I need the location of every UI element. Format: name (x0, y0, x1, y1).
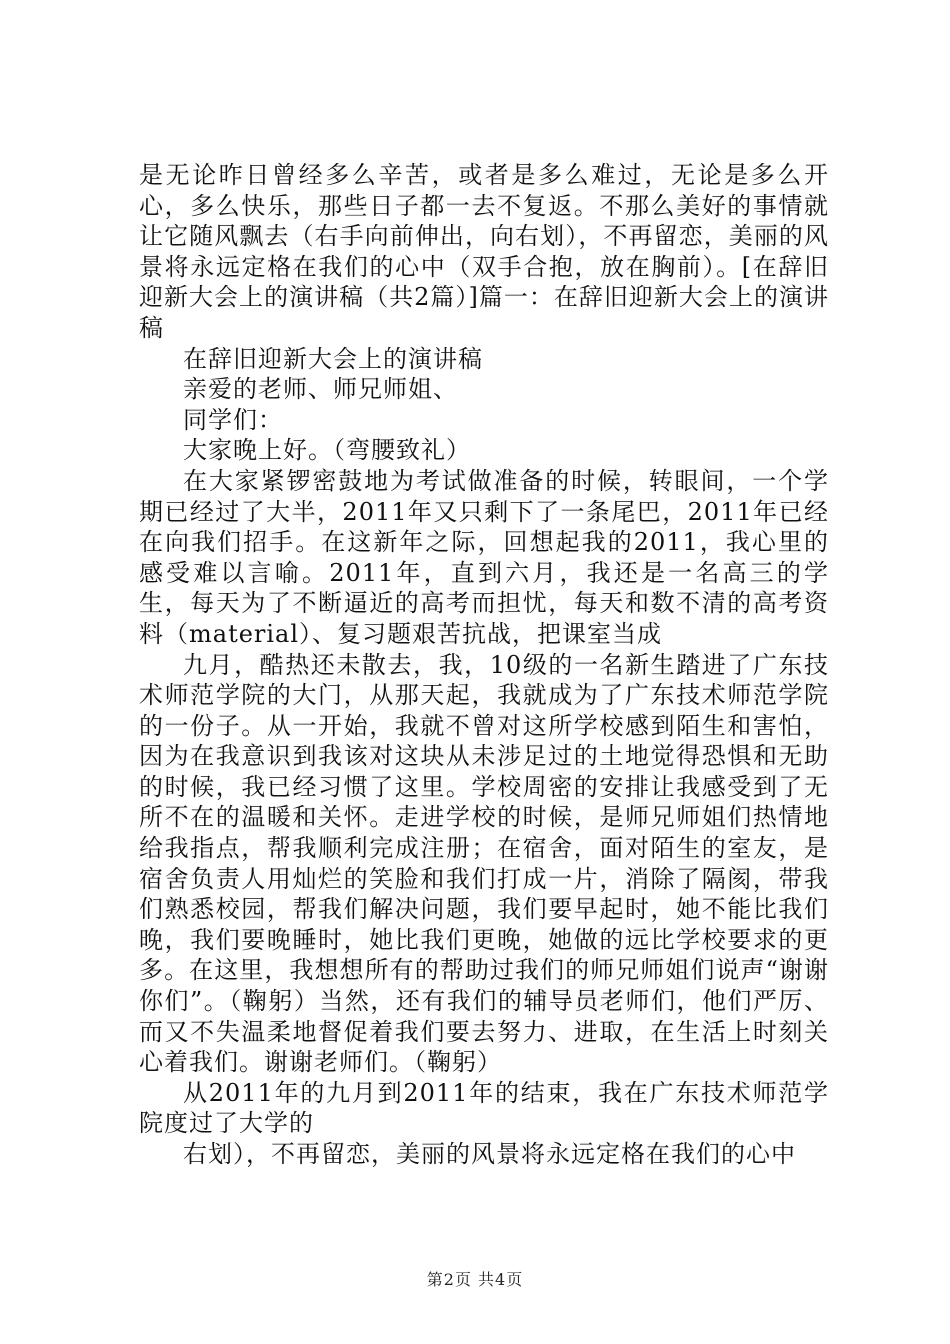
salutation: 亲爱的老师、师兄师姐、 (183, 375, 458, 404)
speech-title: 在辞旧迎新大会上的演讲稿 (183, 344, 483, 373)
paragraph-exam: 在大家紧锣密鼓地为考试做准备的时候，转眼间，一个学期已经过了大半，2011年又只剩下了一条尾巴，2011年已经在向我们招手。在这新年之际，回想起我的2011，我心里的感受难以言喻。2011年，直到六月，我还是一名高三的学生，每天为了不断逼近的高考而担忧，每天和数不清的高考资料（material）、复习题艰苦抗战，把课室当成 (139, 466, 829, 648)
paragraph-fragment: 右划），不再留恋，美丽的风景将永远定格在我们的心中 (183, 1140, 796, 1168)
paragraph-university: 从2011年的九月到2011年的结束，我在广东技术师范学院度过了大学的 (139, 1078, 829, 1138)
salutation-continued: 同学们： (183, 405, 283, 434)
page-number: 第2页 共4页 (426, 1270, 524, 1289)
paragraph-intro: 是无论昨日曾经多么辛苦，或者是多么难过，无论是多么开心，多么快乐，那些日子都一去不复返。不那么美好的事情就让它随风飘去（右手向前伸出，向右划），不再留恋，美丽的风景将永远定格在我们的心中（双手合抱，放在胸前）。[在辞旧迎新大会上的演讲稿（共2篇）]篇一：在辞旧迎新大会上的演讲稿 (139, 161, 829, 342)
document-body (139, 160, 829, 1170)
paragraph-september: 九月，酷热还未散去，我，10级的一名新生踏进了广东技术师范学院的大门，从那天起，我就成为了广东技术师范学院的一份子。从一开始，我就不曾对这所学校感到陌生和害怕，因为在我意识到我该对这块从未涉足过的土地觉得恐惧和无助的时候，我已经习惯了这里。学校周密的安排让我感受到了无所不在的温暖和关怀。走进学校的时候，是师兄师姐们热情地给我指点，帮我顺利完成注册；在宿舍，面对陌生的室友，是宿舍负责人用灿烂的笑脸和我们打成一片，消除了隔阂，带我们熟悉校园，帮我们解决问题，我们要早起时，她不能比我们晚，我们要晚睡时，她比我们更晚，她做的远比学校要求的更多。在这里，我想想所有的帮助过我们的师兄师姐们说声“谢谢你们”。（鞠躬）当然，还有我们的辅导员老师们，他们严厉、而又不失温柔地督促着我们要去努力、进取，在生活上时刻关心着我们。谢谢老师们。（鞠躬） (139, 650, 829, 1077)
greeting: 大家晚上好。（弯腰致礼） (183, 436, 471, 465)
